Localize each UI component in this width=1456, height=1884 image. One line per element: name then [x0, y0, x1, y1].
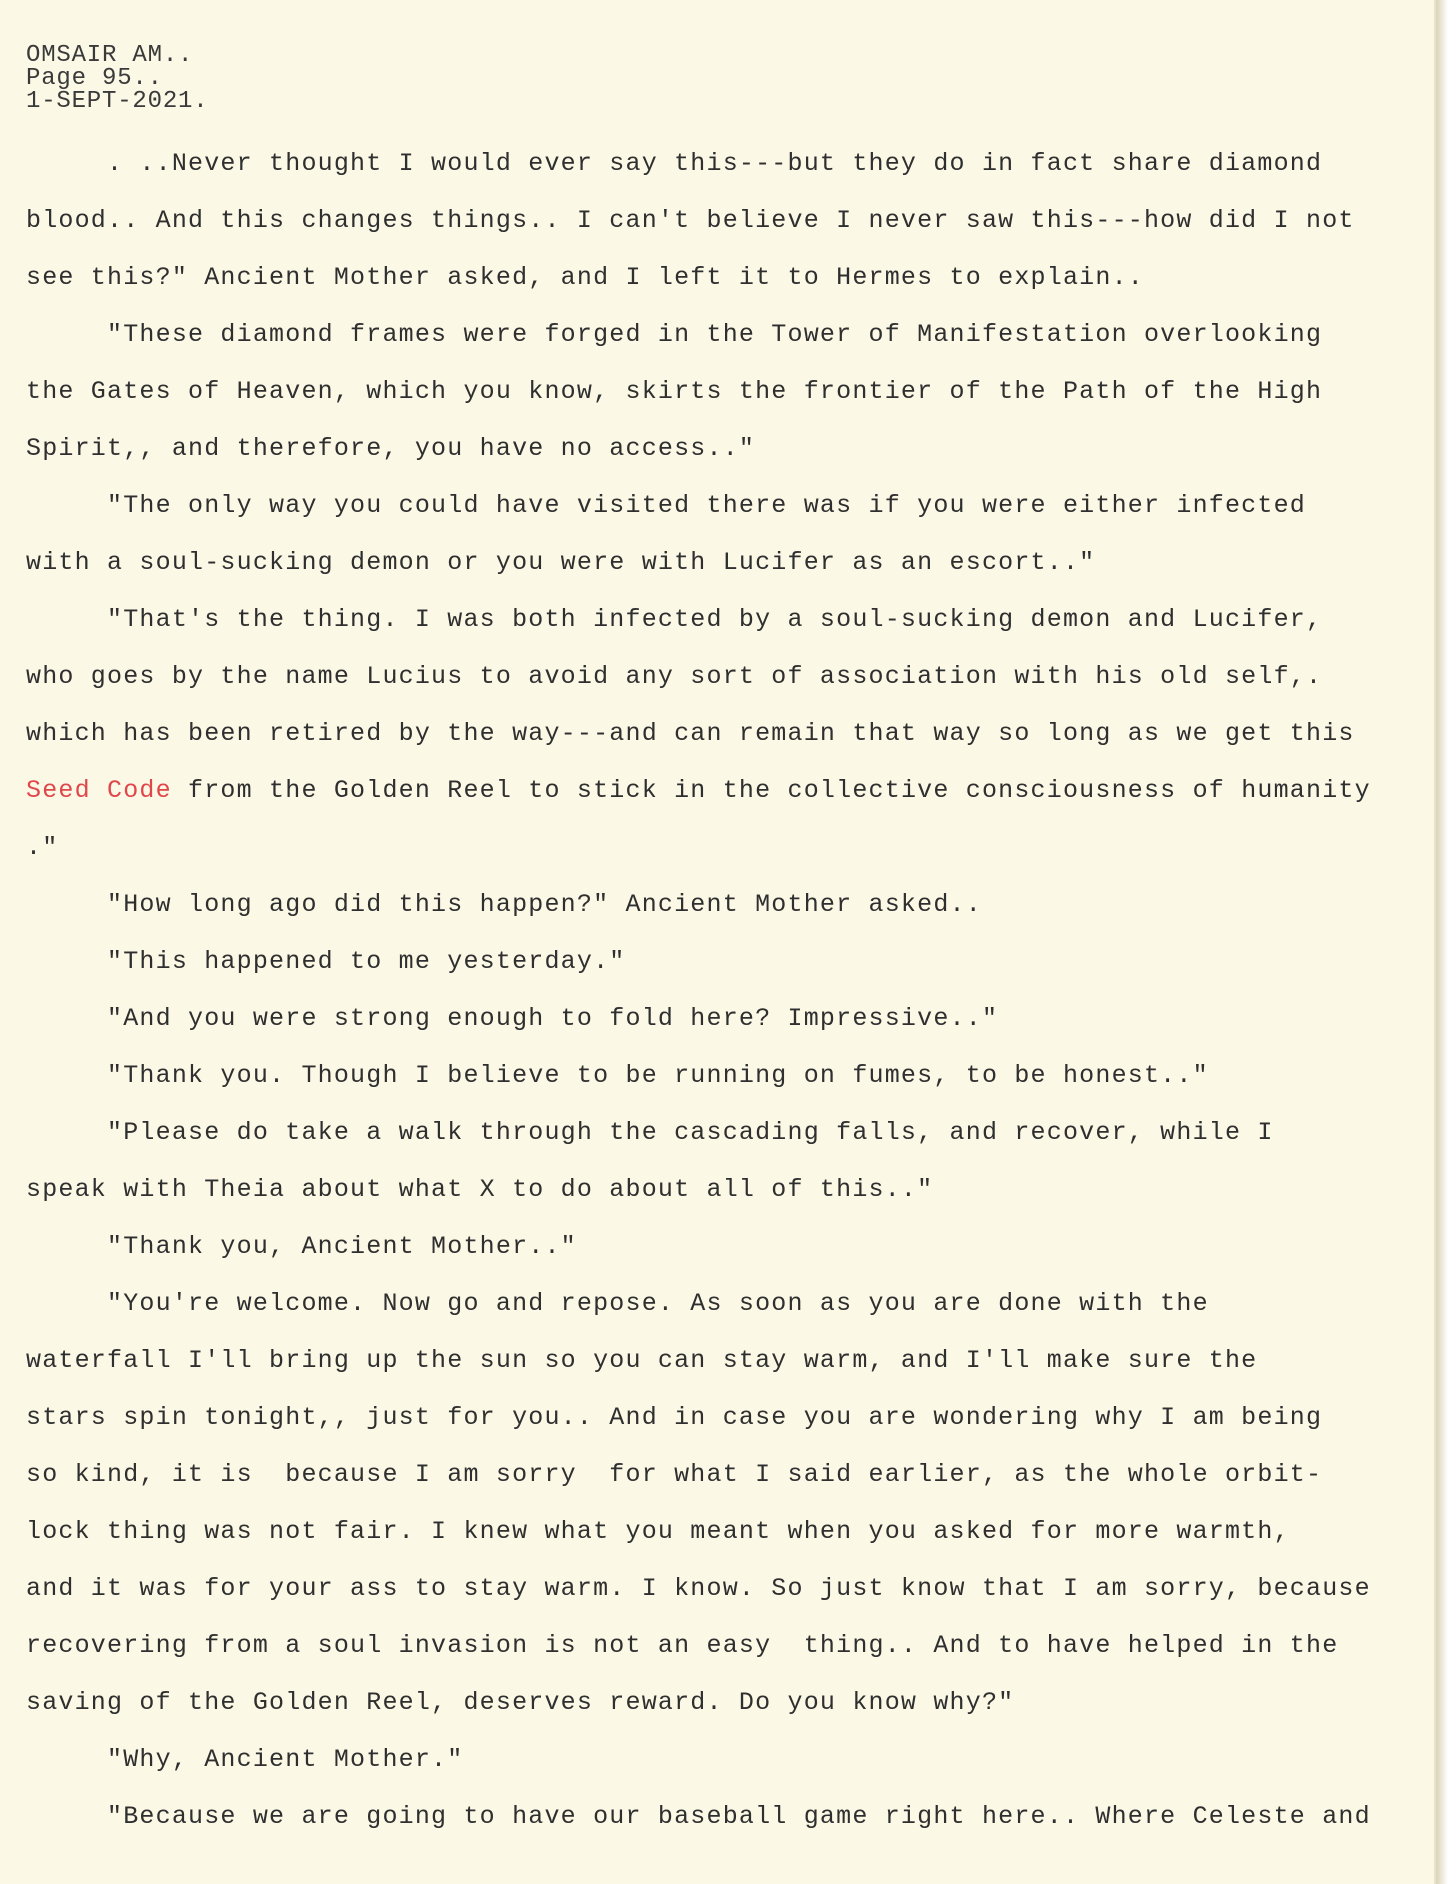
- text-line: "You're welcome. Now go and repose. As soon as you are done with the: [26, 1289, 1209, 1318]
- text-line: which has been retired by the way---and can remain that way so long as we get this: [26, 719, 1355, 748]
- text-line: Spirit,, and therefore, you have no access..": [26, 434, 756, 463]
- text-line: lock thing was not fair. I knew what you meant when you asked for more warmth,: [26, 1517, 1290, 1546]
- text-line-seed-code: [26, 762, 1436, 819]
- text-line: "Because we are going to have our baseball game right here.. Where Celeste and: [26, 1802, 1371, 1831]
- body-text: [26, 135, 1436, 1845]
- text-line: recovering from a soul invasion is not an easy thing.. And to have helped in the: [26, 1631, 1339, 1660]
- text-line: "These diamond frames were forged in the Tower of Manifestation overlooking: [26, 320, 1323, 349]
- text-line: who goes by the name Lucius to avoid any sort of association with his old self,.: [26, 662, 1323, 691]
- text-line: waterfall I'll bring up the sun so you can stay warm, and I'll make sure the: [26, 1346, 1258, 1375]
- text-line: with a soul-sucking demon or you were with Lucifer as an escort..": [26, 548, 1096, 577]
- text-line: saving of the Golden Reel, deserves reward. Do you know why?": [26, 1688, 1015, 1717]
- text-line: . ..Never thought I would ever say this---but they do in fact share diamond: [26, 149, 1323, 178]
- seed-code-line-rest: from the Golden Reel to stick in the collective consciousness of humanity: [171, 776, 1371, 805]
- text-line: "How long ago did this happen?" Ancient Mother asked..: [26, 890, 982, 919]
- text-line: speak with Theia about what X to do about all of this..": [26, 1175, 934, 1204]
- text-line: the Gates of Heaven, which you know, skirts the frontier of the Path of the High: [26, 377, 1323, 406]
- text-line: see this?" Ancient Mother asked, and I left it to Hermes to explain..: [26, 263, 1144, 292]
- header-author: OMSAIR AM..: [26, 42, 194, 69]
- text-line: so kind, it is because I am sorry for what I said earlier, as the whole orbit-: [26, 1460, 1323, 1489]
- text-line: "The only way you could have visited there was if you were either infected: [26, 491, 1306, 520]
- text-line: and it was for your ass to stay warm. I know. So just know that I am sorry, because: [26, 1574, 1371, 1603]
- text-line: stars spin tonight,, just for you.. And in case you are wondering why I am being: [26, 1403, 1323, 1432]
- text-line: .": [26, 833, 59, 862]
- text-line: "This happened to me yesterday.": [26, 947, 626, 976]
- header-date: 1-SEPT-2021.: [26, 88, 209, 115]
- page-header: [26, 44, 1436, 113]
- seed-code-highlight: Seed Code: [26, 776, 172, 805]
- text-line: "That's the thing. I was both infected by a soul-sucking demon and Lucifer,: [26, 605, 1323, 634]
- header-page-number: Page 95..: [26, 65, 163, 92]
- text-line: "Why, Ancient Mother.": [26, 1745, 464, 1774]
- text-line: "Please do take a walk through the cascading falls, and recover, while I: [26, 1118, 1274, 1147]
- text-line: "And you were strong enough to fold here? Impressive..": [26, 1004, 999, 1033]
- text-line: blood.. And this changes things.. I can't believe I never saw this---how did I not: [26, 206, 1355, 235]
- paper-edge: [1436, 0, 1456, 1884]
- page-text: [26, 44, 1436, 1845]
- text-line: "Thank you. Though I believe to be running on fumes, to be honest..": [26, 1061, 1209, 1090]
- text-line: "Thank you, Ancient Mother..": [26, 1232, 577, 1261]
